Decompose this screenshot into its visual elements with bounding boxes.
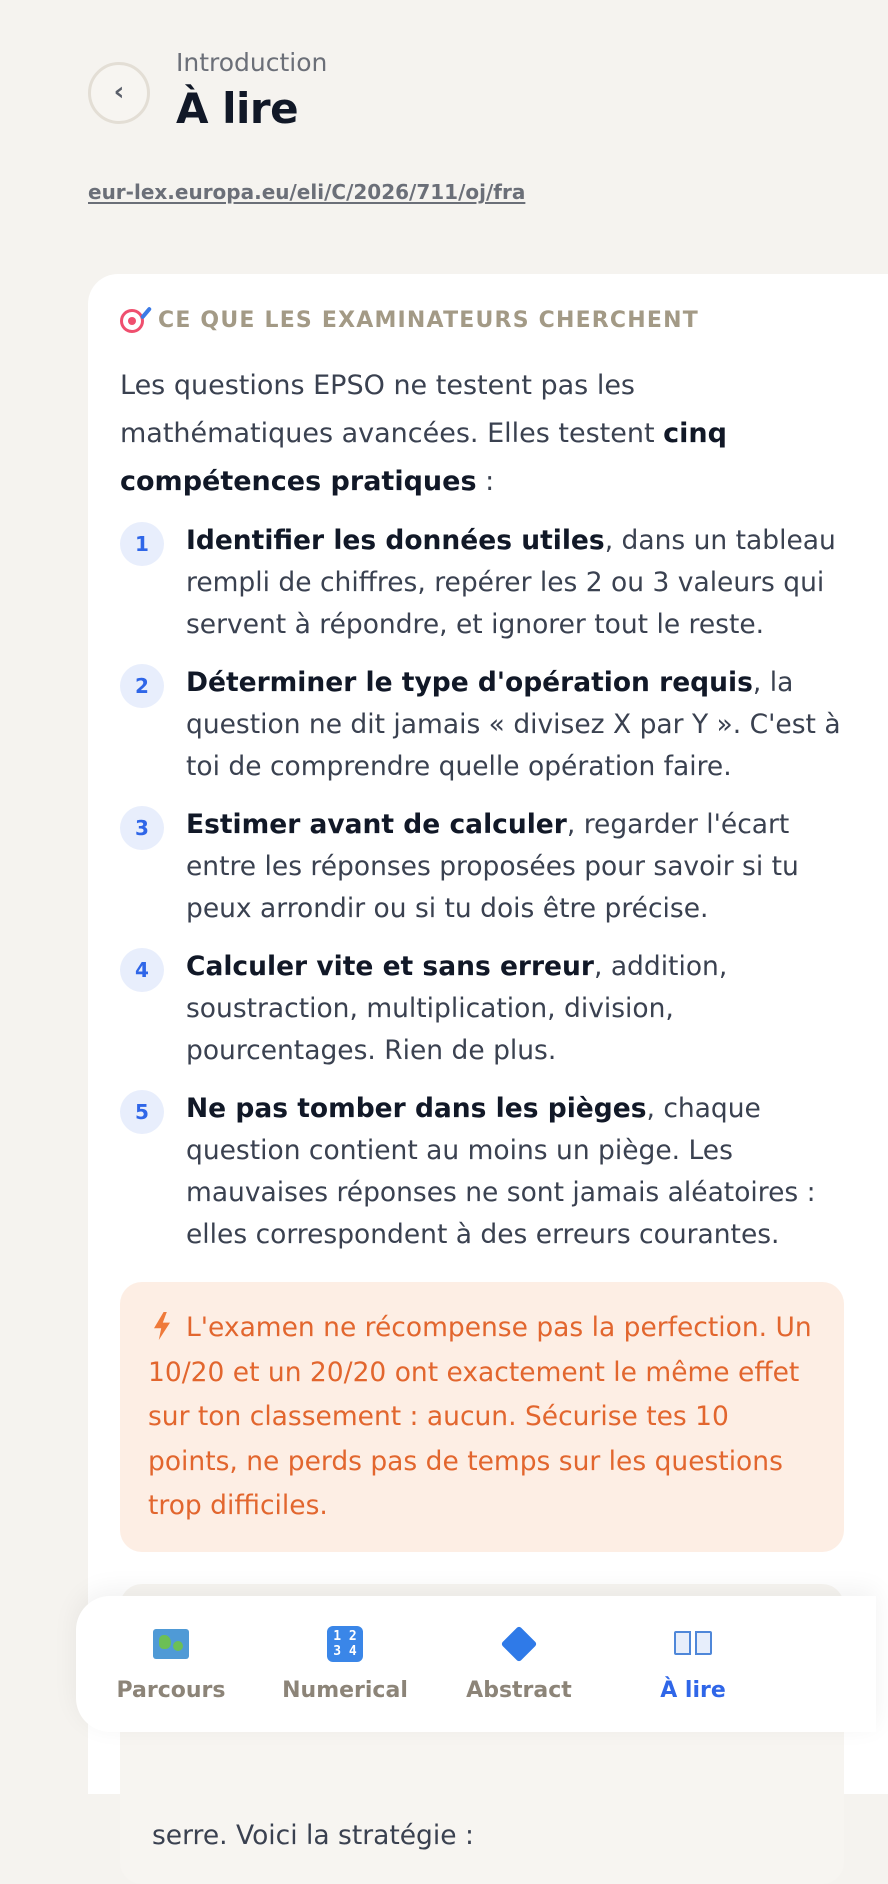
target-icon bbox=[120, 309, 144, 333]
map-icon bbox=[153, 1629, 189, 1659]
nav-item-abstract[interactable] bbox=[424, 1622, 614, 1703]
back-button[interactable] bbox=[88, 62, 150, 124]
item-number-badge: 5 bbox=[120, 1090, 164, 1134]
chevron-left-icon: ‹ bbox=[113, 76, 125, 107]
content-card bbox=[88, 274, 888, 1851]
item-text: , chaque question contient au moins un piège. Les mauvaises réponses ne sont jamais aléatoires : elles correspondent à des erreurs courantes. bbox=[186, 1093, 816, 1250]
nav-label: Numerical bbox=[282, 1678, 408, 1703]
item-title: Estimer avant de calculer bbox=[186, 809, 567, 840]
item-text: , dans un tableau rempli de chiffres, repérer les 2 ou 3 valeurs qui servent à répondre, et ignorer tout le reste. bbox=[186, 525, 836, 640]
item-title: Identifier les données utiles bbox=[186, 525, 605, 556]
item-number-badge: 3 bbox=[120, 806, 164, 850]
nav-label: Abstract bbox=[466, 1678, 572, 1703]
list-item bbox=[120, 804, 850, 930]
item-text: , addition, soustraction, multiplication, division, pourcentages. Rien de plus. bbox=[186, 951, 728, 1066]
skills-list bbox=[120, 520, 850, 1272]
intro-end: : bbox=[476, 466, 495, 497]
intro-bold: cinq compétences pratiques bbox=[120, 418, 727, 497]
source-link[interactable]: eur-lex.europa.eu/eli/C/2026/711/oj/fra bbox=[88, 180, 526, 204]
item-number-badge: 2 bbox=[120, 664, 164, 708]
intro-paragraph bbox=[120, 362, 800, 506]
page-subtitle: Introduction bbox=[176, 48, 328, 77]
tip-callout bbox=[120, 1282, 844, 1552]
nav-label: À lire bbox=[660, 1678, 726, 1703]
bottom-navigation bbox=[76, 1596, 876, 1732]
intro-text: Les questions EPSO ne testent pas les mathématiques avancées. Elles testent bbox=[120, 370, 664, 449]
numbers-icon: 1 2 3 4 bbox=[327, 1626, 363, 1662]
lightning-icon bbox=[154, 1312, 170, 1340]
section-heading-text: CE QUE LES EXAMINATEURS CHERCHENT bbox=[158, 308, 699, 333]
item-title: Ne pas tomber dans les pièges bbox=[186, 1093, 647, 1124]
list-item bbox=[120, 946, 850, 1072]
nav-item-numerical[interactable] bbox=[250, 1622, 440, 1703]
nav-item-parcours[interactable] bbox=[76, 1622, 266, 1703]
item-number-badge: 1 bbox=[120, 522, 164, 566]
item-number-badge: 4 bbox=[120, 948, 164, 992]
next-section-text: serre. Voici la stratégie : bbox=[152, 1820, 474, 1851]
item-title: Déterminer le type d'opération requis bbox=[186, 667, 753, 698]
nav-item-a-lire[interactable] bbox=[598, 1622, 788, 1703]
page-title: À lire bbox=[176, 84, 299, 133]
book-icon bbox=[674, 1631, 712, 1657]
list-item bbox=[120, 1088, 850, 1256]
item-text: , regarder l'écart entre les réponses proposées pour savoir si tu peux arrondir ou si tu dois être précise. bbox=[186, 809, 799, 924]
nav-label: Parcours bbox=[116, 1678, 226, 1703]
item-text: , la question ne dit jamais « divisez X par Y ». C'est à toi de comprendre quelle opération faire. bbox=[186, 667, 841, 782]
diamond-icon bbox=[501, 1626, 538, 1663]
callout-text: L'examen ne récompense pas la perfection. Un 10/20 et un 20/20 ont exactement le même effet sur ton classement : aucun. Sécurise tes 10 points, ne perds pas de temps sur les questions trop difficiles. bbox=[148, 1312, 812, 1521]
list-item bbox=[120, 520, 850, 646]
section-heading bbox=[120, 308, 699, 333]
item-title: Calculer vite et sans erreur bbox=[186, 951, 594, 982]
list-item bbox=[120, 662, 850, 788]
